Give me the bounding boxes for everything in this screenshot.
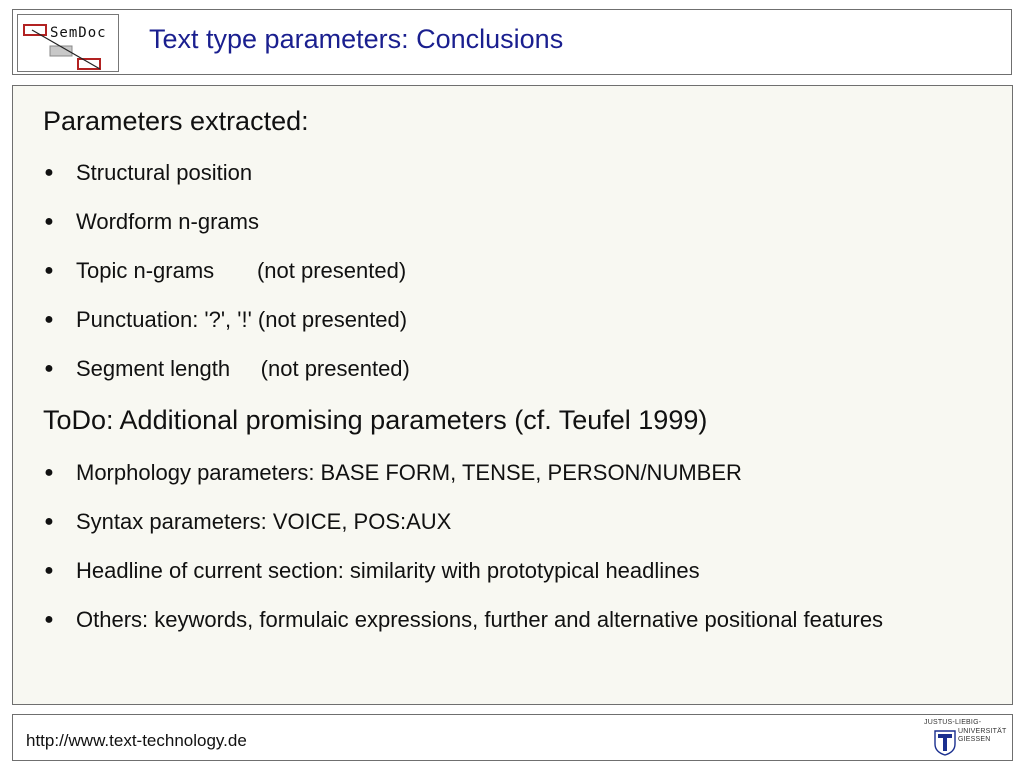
bullet-icon: ● <box>44 311 54 328</box>
list-item-text: Headline of current section: similarity with prototypical headlines <box>76 558 700 583</box>
bullet-icon: ● <box>44 360 54 377</box>
semdoc-logo-graphic <box>18 15 120 73</box>
content-panel <box>12 85 1013 705</box>
bullet-icon: ● <box>44 611 54 628</box>
heading-todo: ToDo: Additional promising parameters (cf. Teufel 1999) <box>43 405 708 435</box>
bullet-icon: ● <box>44 464 54 481</box>
list-item-text: Morphology parameters: BASE FORM, TENSE, PERSON/NUMBER <box>76 460 742 485</box>
page-title: Text type parameters: Conclusions <box>149 24 564 54</box>
university-logo <box>920 718 1008 758</box>
uni-name-line: JUSTUS-LIEBIG- <box>924 719 982 726</box>
bullet-icon: ● <box>44 262 54 279</box>
footer <box>12 714 1013 761</box>
list-item-text: Others: keywords, formulaic expressions, further and alternative positional features <box>76 607 884 632</box>
university-shield-icon <box>934 730 956 756</box>
bullet-icon: ● <box>44 513 54 530</box>
bullet-icon: ● <box>44 562 54 579</box>
uni-name-line: GIESSEN <box>958 736 991 743</box>
list-item-text: Syntax parameters: VOICE, POS:AUX <box>76 509 452 534</box>
list-item-text: Wordform n-grams <box>76 209 259 234</box>
uni-name-line: UNIVERSITÄT <box>958 728 1007 735</box>
list-item-text: Punctuation: '?', '!' (not presented) <box>76 307 408 332</box>
logo-text: SemDoc <box>50 25 107 41</box>
heading-parameters-extracted: Parameters extracted: <box>43 106 309 136</box>
semdoc-logo <box>17 14 119 72</box>
list-item-text: Topic n-grams (not presented) <box>76 258 407 283</box>
list-item-text: Segment length (not presented) <box>76 356 410 381</box>
header <box>12 9 1012 75</box>
bullet-icon: ● <box>44 164 54 181</box>
bullet-icon: ● <box>44 213 54 230</box>
list-item-text: Structural position <box>76 160 253 185</box>
footer-url-link[interactable]: http://www.text-technology.de <box>26 731 247 750</box>
